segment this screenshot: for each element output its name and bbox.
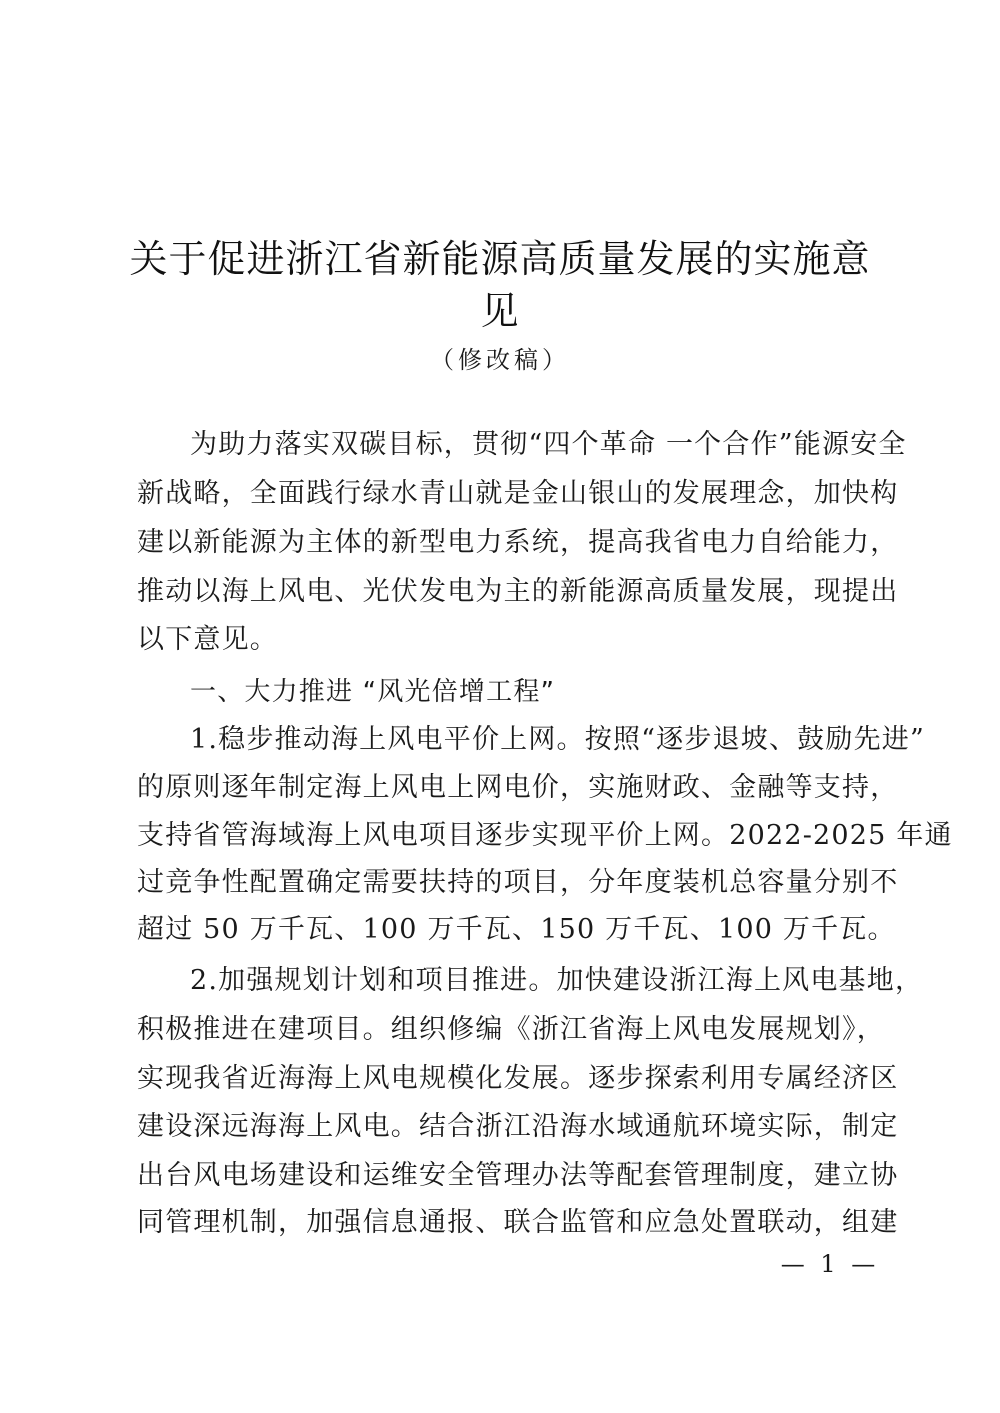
section-heading: 一、大力推进 “风光倍增工程” [190, 677, 556, 707]
item2-line: 2.加强规划计划和项目推进。加快建设浙江海上风电基地， [190, 965, 924, 996]
item2-line: 同管理机制，加强信息通报、联合监管和应急处置联动，组建 [137, 1207, 899, 1238]
item2-line: 积极推进在建项目。组织修编《浙江省海上风电发展规划》， [137, 1014, 885, 1045]
item1-line: 支持省管海域海上风电项目逐步实现平价上网。2022-2025 年通 [137, 820, 953, 851]
intro-line: 推动以海上风电、光伏发电为主的新能源高质量发展，现提出 [137, 576, 899, 607]
item2-line: 出台风电场建设和运维安全管理办法等配套管理制度，建立协 [137, 1160, 899, 1191]
item2-line: 建设深远海海上风电。结合浙江沿海水域通航环境实际，制定 [137, 1111, 899, 1142]
item1-line: 超过 50 万千瓦、100 万千瓦、150 万千瓦、100 万千瓦。 [137, 914, 896, 945]
item1-line: 的原则逐年制定海上风电上网电价，实施财政、金融等支持， [137, 772, 899, 803]
intro-line: 以下意见。 [137, 624, 278, 655]
document-title-line-2: 见 [480, 289, 520, 333]
intro-line: 新战略，全面践行绿水青山就是金山银山的发展理念，加快构 [137, 478, 899, 509]
page-number: — 1 — [780, 1250, 880, 1278]
intro-line: 建以新能源为主体的新型电力系统，提高我省电力自给能力， [137, 527, 899, 558]
item2-line: 实现我省近海海上风电规模化发展。逐步探索利用专属经济区 [137, 1063, 899, 1094]
intro-line: 为助力落实双碳目标，贯彻“四个革命 一个合作”能源安全 [190, 429, 907, 460]
document-title-line-1: 关于促进浙江省新能源高质量发展的实施意 [129, 237, 871, 281]
document-subtitle: （修改稿） [430, 346, 570, 374]
item1-line: 过竞争性配置确定需要扶持的项目，分年度装机总容量分别不 [137, 867, 899, 898]
item1-line: 1.稳步推动海上风电平价上网。按照“逐步退坡、鼓励先进” [190, 724, 925, 755]
